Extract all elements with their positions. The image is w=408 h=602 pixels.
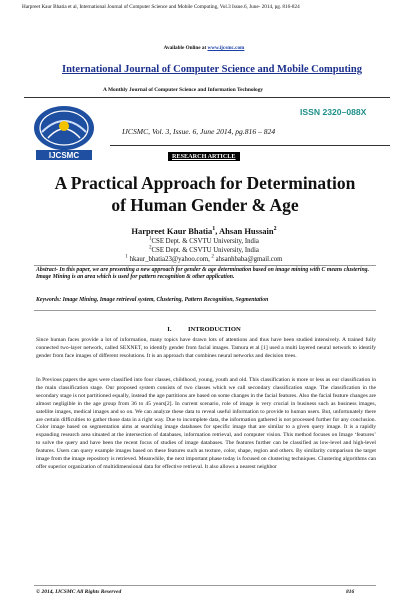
journal-url-link[interactable]: www.ijcsmc.com — [207, 45, 245, 51]
abstract-top-rule — [34, 265, 376, 266]
author-emails — [0, 256, 408, 263]
citation-line: IJCSMC, Vol. 3, Issue. 6, June 2014, pg.816 – 824 — [122, 127, 276, 136]
journal-subtitle: A Monthly Journal of Computer Science and Information Technology — [103, 87, 264, 93]
availability-line — [0, 45, 408, 51]
page-number: 816 — [346, 589, 355, 595]
research-article-badge: RESEARCH ARTICLE — [168, 152, 240, 161]
affiliation-1 — [0, 238, 408, 245]
journal-logo — [28, 102, 100, 164]
keywords-bottom-rule — [34, 310, 376, 311]
affiliation-2-text: CSE Dept. & CSVTU University, India — [151, 247, 259, 254]
abstract: Abstract- In this paper, we are presenting a new approach for gender & age determination based on image mining with C means clustering. Image Mining is an area which is used for pattern recognition & other application. — [36, 267, 370, 281]
section-heading-introduction: I. INTRODUCTION — [167, 326, 241, 333]
email-2-link[interactable]: ahsanhbaba@gmail.com — [213, 256, 283, 263]
logo-wordmark: IJCSMC — [48, 151, 80, 160]
author-2: Ahsan Hussain — [219, 226, 274, 236]
affiliation-2-sup: 2 — [149, 245, 152, 251]
author-line — [0, 226, 408, 236]
keywords: Keywords: Image Mining, Image retrieval system, Clustering, Pattern Recognition, Segmentation — [36, 297, 269, 303]
title-line-2: of Human Gender & Age — [111, 195, 299, 215]
affiliation-1-text: CSE Dept. & CSVTU University, India — [151, 238, 259, 245]
available-label: Available Online at — [163, 45, 207, 51]
author-2-sup: 2 — [273, 226, 277, 233]
affiliation-1-sup: 1 — [149, 236, 152, 242]
issn-label: ISSN 2320–088X — [300, 107, 367, 117]
intro-paragraph-2: In Previous papers the ages were classified into four classes, childhood, young, youth and old. This classification is more or less as our classification in the main classification stage. Our proposed system consists of two classes which we call secondary classification stage. The classification in the secondary stage is not partitioned equally, instead the age partitions are based on some changes in the facial features. Also the facial feature changes are almost negligible in the age group from 36 to 45 years[2]. In current scenario, role of image is very crucial in business such as business images, satellite images, medical images and so on. We can analyze these data to reveal useful information to provide to human users. But, unfortunately there are certain difficulties to gather those data in a right way. Due to incomplete data, the information gathered is not processed further for any conclusion. Color image based on segmentation aims at searching image databases for specific image that are similar to a given query image. It is a rapidly expanding research area situated at the intersection of databases, information retrieval, and computer vision. This method focuses on Image ‘features’ to solve the query and have been the recent focus of studies of image databases. The features further can be classified as low-level and high-level features. Users can query example images based on these features such as texture, color, shape, region and others. By similarity comparison the target image from the image repository is retrieved. Meanwhile, the next important phase today is focused on clustering techniques. Clustering algorithms can offer superior organization of multidimensional data for effective retrieval. It also allows a nearest neighbor — [36, 377, 376, 470]
copyright-footer: © 2014, IJCSMC All Rights Reserved — [36, 589, 122, 595]
header-divider — [24, 97, 390, 98]
email-1-link[interactable]: hkaur_bhatia23@yahoo.com, — [127, 256, 212, 263]
journal-name: International Journal of Computer Science and Mobile Computing — [62, 64, 362, 75]
author-separator: , — [215, 226, 220, 236]
footer-rule — [34, 585, 376, 586]
author-1: Harpreet Kaur Bhatia — [131, 226, 213, 236]
affiliation-2 — [0, 247, 408, 254]
running-head: Harpreet Kaur Bhatia et al, International Journal of Computer Science and Mobile Computing, Vol.3 Issue.6, June- 2014, pg. 816-824 — [22, 4, 300, 10]
email-2-sup: 2 — [211, 254, 214, 260]
author-1-sup: 1 — [212, 226, 216, 233]
title-line-1: A Practical Approach for Determination — [54, 173, 356, 193]
paper-title — [20, 172, 390, 216]
citation-divider — [110, 145, 390, 146]
intro-paragraph-1: Since human faces provide a lot of information, many topics have drawn lots of attentions and thus have been studied intensively. A trained fully connected two-layer network, called SEXNET, to identify gender from facial images. Tamura et al [1] used a multi layered neural network to identify gender from face images of different resolutions. It is an approach that combines neural networks and decision trees. — [36, 337, 376, 359]
email-1-sup: 1 — [125, 254, 128, 260]
